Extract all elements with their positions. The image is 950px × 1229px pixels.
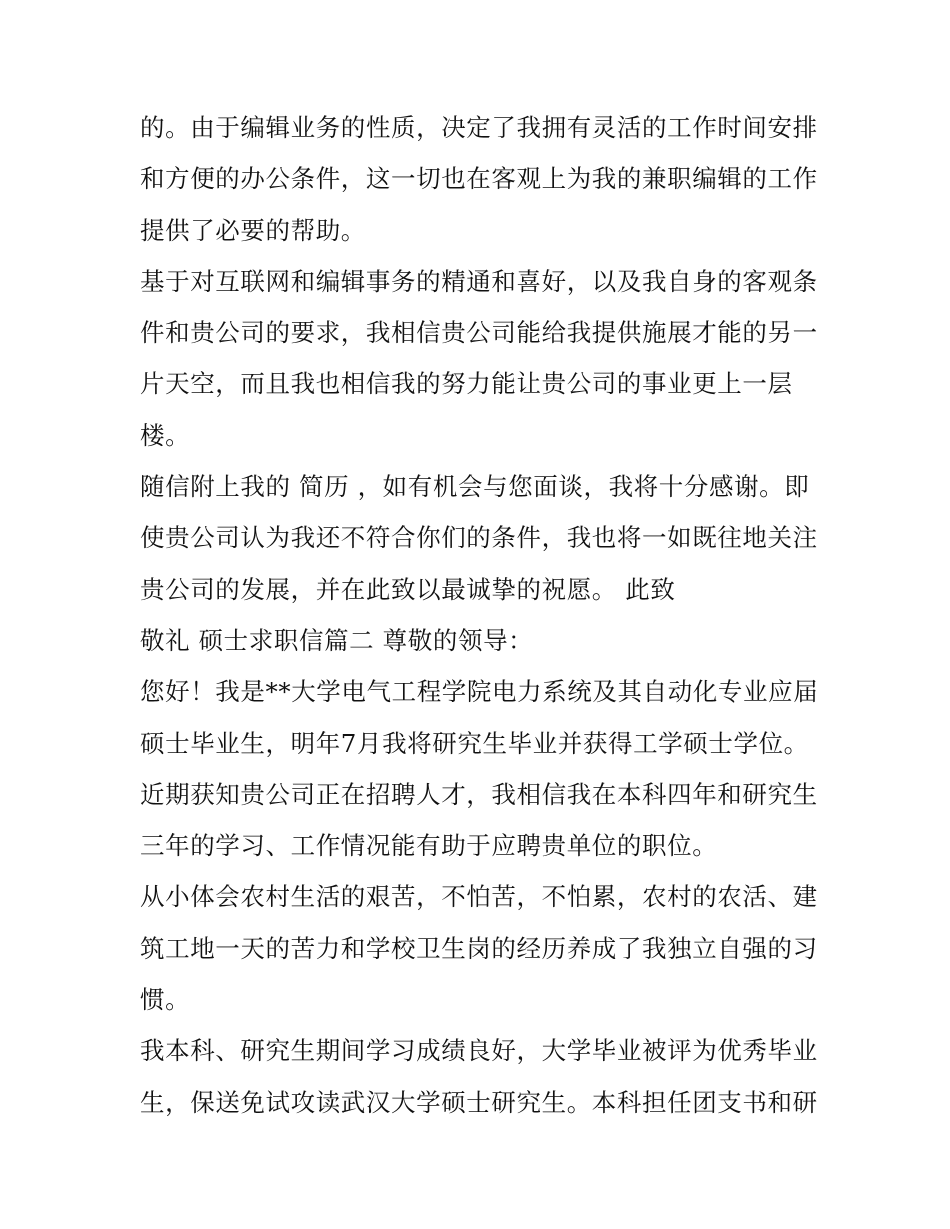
text-line: 敬礼 硕士求职信篇二 尊敬的领导： bbox=[140, 625, 534, 655]
text-line: 生，保送免试攻读武汉大学硕士研究生。本科担任团支书和研 bbox=[140, 1087, 818, 1117]
text-line: 基于对互联网和编辑事务的精通和喜好，以及我自身的客观条 bbox=[140, 266, 818, 296]
text-line: 随信附上我的 简历 ，如有机会与您面谈，我将十分感谢。即 bbox=[140, 472, 810, 502]
text-line: 件和贵公司的要求，我相信贵公司能给我提供施展才能的另一 bbox=[140, 318, 818, 348]
text-line: 惯。 bbox=[140, 985, 191, 1015]
text-line: 贵公司的发展，并在此致以最诚挚的祝愿。 此致 bbox=[140, 574, 676, 604]
text-line: 近期获知贵公司正在招聘人才，我相信我在本科四年和研究生 bbox=[140, 779, 818, 809]
text-line: 使贵公司认为我还不符合你们的条件，我也将一如既往地关注 bbox=[140, 523, 818, 553]
text-line: 提供了必要的帮助。 bbox=[140, 215, 366, 245]
text-line: 硕士毕业生，明年7月我将研究生毕业并获得工学硕士学位。 bbox=[140, 728, 809, 758]
letter-body bbox=[140, 102, 820, 1128]
text-line: 您好！我是**大学电气工程学院电力系统及其自动化专业应届 bbox=[140, 677, 819, 707]
text-line: 和方便的办公条件，这一切也在客观上为我的兼职编辑的工作 bbox=[140, 164, 818, 194]
text-line: 三年的学习、工作情况能有助于应聘贵单位的职位。 bbox=[140, 831, 718, 861]
text-line: 筑工地一天的苦力和学校卫生岗的经历养成了我独立自强的习 bbox=[140, 933, 818, 963]
text-line: 我本科、研究生期间学习成绩良好，大学毕业被评为优秀毕业 bbox=[140, 1036, 818, 1066]
text-line: 片天空，而且我也相信我的努力能让贵公司的事业更上一层 bbox=[140, 369, 793, 399]
text-line: 从小体会农村生活的艰苦，不怕苦，不怕累，农村的农活、建 bbox=[140, 882, 818, 912]
text-line: 的。由于编辑业务的性质，决定了我拥有灵活的工作时间安排 bbox=[140, 113, 818, 142]
text-line: 楼。 bbox=[140, 420, 191, 450]
